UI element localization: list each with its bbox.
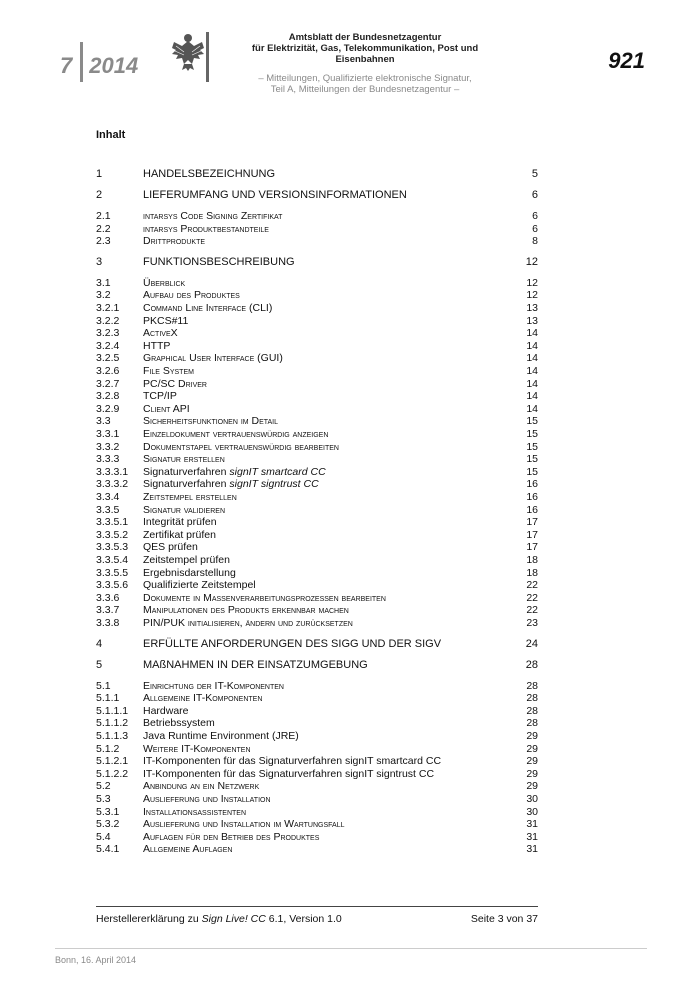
toc-entry-number: 3.2.5 [96, 352, 120, 365]
toc-entry-row [96, 717, 538, 729]
toc-entry-page: 29 [526, 767, 538, 780]
toc-entry-row [96, 504, 538, 516]
toc-entry-page: 29 [526, 730, 538, 742]
toc-entry-number: 4 [96, 637, 103, 650]
toc-entry-page: 31 [526, 843, 538, 856]
toc-entry-row [96, 415, 538, 427]
toc-entry-row [96, 390, 538, 402]
toc-entry-page: 18 [526, 554, 538, 566]
gazette-subtitle-line2: Teil A, Mitteilungen der Bundesnetzagentur – [270, 84, 460, 95]
toc-entry-page: 22 [526, 591, 538, 604]
toc-entry-number: 3.2.1 [96, 302, 120, 314]
toc-chapter-row [96, 256, 538, 268]
toc-entry-row [96, 554, 538, 566]
toc-entry-page: 24 [525, 637, 538, 650]
toc-entry-number: 2 [96, 189, 103, 201]
toc-entry-title-product: signIT smartcard CC [229, 465, 326, 478]
toc-entry-row [96, 428, 538, 440]
toc-entry-title [143, 478, 319, 490]
toc-entry-number: 2.1 [96, 210, 111, 222]
toc-entry-title: Ergebnisdarstellung [143, 566, 236, 579]
toc-entry-title: QES prüfen [143, 541, 198, 554]
toc-entry-row [96, 617, 538, 629]
toc-entry-title-text: Signaturverfahren [143, 465, 230, 478]
toc-entry-title: HANDELSBEZEICHNUNG [143, 168, 276, 180]
toc-entry-page: 12 [526, 289, 538, 302]
toc-chapter-row [96, 659, 538, 671]
toc-entry-number: 3.2.4 [96, 339, 120, 352]
toc-entry-page: 18 [526, 566, 538, 579]
toc-entry-page: 8 [532, 235, 538, 248]
toc-entry-number: 5.3.2 [96, 818, 120, 831]
footer-product-name: Sign Live! CC [201, 913, 266, 925]
issue-label [60, 46, 138, 86]
toc-entry-title: PC/SC Driver [143, 377, 207, 390]
toc-entry-row [96, 403, 538, 415]
toc-entry-row [96, 768, 538, 780]
toc-entry-number: 3.2.2 [96, 314, 120, 327]
toc-entry-title: Signatur validieren [143, 503, 226, 516]
toc-entry-number: 3.3.3 [96, 453, 120, 466]
footer-page-count: Seite 3 von 37 [470, 913, 538, 925]
toc-entry-title: Betriebssystem [143, 717, 215, 730]
toc-entry-row [96, 235, 538, 247]
toc-entry-title: Weitere IT-Komponenten [143, 742, 251, 755]
toc-entry-number: 5.4.1 [96, 843, 120, 856]
toc-entry-page: 17 [526, 528, 538, 541]
page-number: 921 [608, 48, 645, 73]
toc-entry-row [96, 592, 538, 604]
toc-entry-title: Java Runtime Environment (JRE) [143, 730, 299, 742]
toc-entry-title: Sicherheitsfunktionen im Detail [143, 415, 279, 428]
toc-entry-title: intarsys Produktbestandteile [143, 222, 269, 235]
toc-entry-row [96, 223, 538, 235]
toc-entry-page: 14 [526, 339, 538, 352]
toc-entry-title: ActiveX [143, 327, 178, 340]
toc-chapter-row [96, 168, 538, 180]
toc-entry-page: 29 [526, 742, 538, 755]
footer-divider [96, 906, 538, 907]
toc-entry-row [96, 567, 538, 579]
toc-entry-number: 5.1.1.1 [96, 704, 129, 717]
toc-entry-title: Überblick [143, 276, 186, 289]
toc-entry-row [96, 579, 538, 591]
footer-title-suffix: 6.1, Version 1.0 [265, 913, 342, 925]
toc-entry-page: 15 [526, 465, 538, 478]
toc-entry-page: 31 [526, 818, 538, 831]
toc-entry-row [96, 453, 538, 465]
toc-entry-number: 3.3.1 [96, 428, 120, 440]
toc-entry-row [96, 730, 538, 742]
toc-entry-page: 22 [526, 579, 538, 592]
toc-entry-title: Auslieferung und Installation [143, 793, 271, 805]
toc-entry-page: 13 [526, 302, 538, 314]
toc-entry-row [96, 365, 538, 377]
toc-entry-number: 3.3.5 [96, 503, 120, 516]
toc-entry-page: 29 [526, 755, 538, 768]
toc-entry-number: 3.3.8 [96, 617, 120, 629]
toc-entry-title: Anbindung an ein Netzwerk [143, 780, 260, 793]
toc-entry-row [96, 529, 538, 541]
toc-entry-row [96, 692, 538, 704]
toc-entry-page: 14 [526, 365, 538, 377]
issue-divider [80, 42, 83, 82]
toc-entry-title: intarsys Code Signing Zertifikat [143, 210, 283, 222]
toc-entry-page: 23 [526, 617, 538, 629]
toc-entry-number: 3.3 [96, 415, 111, 428]
toc-entry-number: 5 [96, 658, 103, 671]
toc-entry-number: 3.2 [96, 289, 111, 302]
toc-entry-title: LIEFERUMFANG UND VERSIONSINFORMATIONEN [143, 189, 407, 201]
toc-entry-number: 3.3.5.6 [96, 579, 129, 592]
publication-date: Bonn, 16. April 2014 [55, 955, 137, 965]
toc-entry-row [96, 378, 538, 390]
toc-entry-page: 14 [526, 327, 538, 340]
toc-entry-page: 28 [526, 704, 538, 717]
toc-entry-row [96, 466, 538, 478]
toc-chapter-row [96, 638, 538, 650]
toc-entry-number: 3 [96, 255, 103, 268]
toc-entry-row [96, 780, 538, 792]
toc-entry-page: 28 [526, 692, 538, 705]
toc-entry-title: ERFÜLLTE ANFORDERUNGEN DES SIGG UND DER SIGV [143, 637, 442, 650]
toc-entry-page: 17 [526, 516, 538, 529]
toc-entry-page: 14 [526, 377, 538, 390]
toc-entry-row [96, 806, 538, 818]
toc-entry-row [96, 352, 538, 364]
toc-entry-number: 5.1.2 [96, 742, 120, 755]
toc-entry-page: 29 [526, 780, 538, 793]
toc-entry-title: File System [143, 365, 194, 377]
toc-entry-row [96, 315, 538, 327]
toc-entry-number: 3.2.3 [96, 327, 120, 340]
toc-entry-row [96, 210, 538, 222]
toc-entry-number: 5.2 [96, 780, 111, 793]
toc-entry-row [96, 516, 538, 528]
toc-entry-page: 6 [532, 222, 538, 235]
toc-entry-page: 28 [525, 658, 538, 671]
gazette-title-block [230, 32, 500, 95]
toc-entry-page: 28 [526, 717, 538, 730]
toc-entry-page: 15 [526, 453, 538, 466]
toc-entry-number: 3.2.8 [96, 390, 120, 403]
toc-entry-title: Einrichtung der IT-Komponenten [143, 679, 284, 692]
toc-entry-page: 5 [531, 168, 538, 180]
toc-entry-number: 3.3.5.2 [96, 528, 129, 541]
toc-entry-title: Graphical User Interface (GUI) [143, 352, 283, 365]
toc-entry-row [96, 340, 538, 352]
toc-chapter-row [96, 189, 538, 201]
toc-entry-number: 3.3.2 [96, 440, 120, 453]
toc-entry-title: MAßNAHMEN IN DER EINSATZUMGEBUNG [143, 658, 368, 671]
toc-entry-title: Allgemeine Auflagen [143, 843, 233, 856]
toc-entry-number: 5.1.1 [96, 692, 120, 705]
toc-entry-title: IT-Komponenten für das Signaturverfahren signIT smartcard CC [143, 755, 442, 768]
toc-entry-number: 5.1.1.2 [96, 717, 129, 730]
toc-entry-page: 12 [526, 276, 538, 289]
toc-entry-number: 3.3.5.3 [96, 541, 129, 554]
toc-entry-page: 13 [526, 314, 538, 327]
toc-entry-title: Hardware [143, 704, 189, 717]
toc-entry-title: Zeitstempel prüfen [143, 554, 230, 566]
toc-entry-title-product: signIT signtrust CC [229, 478, 319, 491]
toc-entry-row [96, 478, 538, 490]
toc-entry-title: FUNKTIONSBESCHREIBUNG [143, 255, 295, 268]
toc-entry-title: Signatur erstellen [143, 453, 225, 466]
toc-entry-number: 3.3.5.1 [96, 516, 129, 529]
toc-entry-row [96, 441, 538, 453]
toc-entry-number: 3.2.7 [96, 377, 120, 390]
toc-entry-number: 3.3.4 [96, 491, 120, 503]
toc-entry-row [96, 277, 538, 289]
toc-entry-number: 5.1.2.1 [96, 755, 129, 768]
toc-entry-number: 3.3.6 [96, 591, 120, 604]
gazette-title-line1: Amtsblatt der Bundesnetzagentur [288, 32, 442, 43]
toc-entry-page: 6 [532, 210, 538, 222]
toc-entry-number: 5.4 [96, 830, 111, 843]
toc-entry-row [96, 491, 538, 503]
toc-entry-title: HTTP [143, 339, 171, 352]
toc-entry-page: 15 [526, 440, 538, 453]
toc-entry-title: PIN/PUK initialisieren, ändern und zurücksetzen [143, 617, 353, 629]
toc-entry-number: 5.1.2.2 [96, 767, 129, 780]
toc-entry-title-text: Signaturverfahren [143, 478, 230, 491]
page-header [0, 0, 700, 100]
toc-entry-number: 3.3.5.4 [96, 554, 129, 566]
toc-entry-title: Command Line Interface (CLI) [143, 302, 273, 314]
logo-divider [206, 32, 209, 82]
toc-entry-page: 15 [526, 415, 538, 428]
toc-entry-number: 3.2.9 [96, 402, 120, 415]
toc-entry-number: 3.3.7 [96, 604, 120, 617]
toc-entry-row [96, 705, 538, 717]
toc-entry-title: Client API [143, 402, 190, 415]
toc-entry-number: 5.3.1 [96, 805, 120, 818]
toc-entry-row [96, 302, 538, 314]
toc-heading: Inhalt [96, 129, 126, 141]
toc-entry-page: 16 [526, 491, 538, 503]
toc-entry-page: 22 [526, 604, 538, 617]
toc-entry-row [96, 743, 538, 755]
toc-entry-page: 31 [526, 830, 538, 843]
toc-entry-row [96, 604, 538, 616]
toc-entry-title: Manipulationen des Produkts erkennbar machen [143, 604, 349, 617]
toc-entry-number: 5.1.1.3 [96, 730, 129, 742]
toc-entry-row [96, 843, 538, 855]
toc-entry-title: Auflagen für den Betrieb des Produktes [143, 830, 320, 843]
toc-entry-title: Dokumentstapel vertrauenswürdig bearbeiten [143, 440, 339, 453]
toc-entry-title: Auslieferung und Installation im Wartungsfall [143, 818, 345, 831]
toc-entry-title: PKCS#11 [143, 314, 189, 327]
toc-entry-page: 6 [531, 189, 538, 201]
toc-entry-page: 12 [525, 255, 538, 268]
toc-entry-title: Einzeldokument vertrauenswürdig anzeigen [143, 428, 329, 440]
toc-entry-number: 3.3.5.5 [96, 566, 129, 579]
issue-number: 7 [60, 53, 73, 78]
toc-entry-title: Zeitstempel erstellen [143, 491, 237, 503]
toc-entry-number: 3.2.6 [96, 365, 120, 377]
toc-entry-row [96, 680, 538, 692]
toc-entry-page: 14 [526, 352, 538, 365]
toc-entry-number: 2.2 [96, 222, 111, 235]
toc-entry-title: Integrität prüfen [143, 516, 217, 529]
toc-entry-row [96, 755, 538, 767]
gazette-subtitle-line1: – Mitteilungen, Qualifizierte elektronische Signatur, [258, 73, 472, 84]
toc-entry-number: 2.3 [96, 235, 111, 248]
toc-entry-row [96, 831, 538, 843]
toc-entry-title: Allgemeine IT-Komponenten [143, 692, 263, 705]
toc-entry-number: 5.1 [96, 679, 111, 692]
federal-eagle-icon [170, 30, 206, 72]
toc-entry-title: Aufbau des Produktes [143, 289, 240, 302]
toc-entry-page: 28 [526, 679, 538, 692]
toc-entry-title: Zertifikat prüfen [143, 528, 216, 541]
toc-entry-row [96, 541, 538, 553]
toc-entry-number: 3.1 [96, 276, 111, 289]
toc-entry-page: 30 [526, 793, 538, 805]
bottom-divider [55, 948, 647, 949]
toc-entry-page: 16 [526, 478, 538, 491]
toc-entry-number: 5.3 [96, 793, 111, 805]
gazette-title-line2: für Elektrizität, Gas, Telekommunikation, Post und Eisenbahnen [251, 43, 479, 65]
toc-entry-title [143, 466, 326, 478]
toc-entry-page: 15 [526, 428, 538, 440]
toc-entry-title: Installationsassistenten [143, 805, 247, 818]
toc-entry-title: Dokumente in Massenverarbeitungsprozessen bearbeiten [143, 591, 386, 604]
toc-entry-row [96, 327, 538, 339]
footer-title-prefix: Herstellererklärung zu [96, 913, 202, 925]
toc-entry-row [96, 818, 538, 830]
toc-entry-row [96, 289, 538, 301]
toc-entry-title: Drittprodukte [143, 235, 206, 248]
toc-entry-title: TCP/IP [143, 390, 177, 403]
toc-entry-row [96, 793, 538, 805]
toc-entry-number: 3.3.3.2 [96, 478, 129, 491]
toc-entry-title: Qualifizierte Zeitstempel [143, 579, 256, 592]
footer-document-title [96, 913, 342, 925]
toc-entry-page: 16 [526, 503, 538, 516]
toc-entry-page: 17 [526, 541, 538, 554]
toc-entry-title: IT-Komponenten für das Signaturverfahren signIT signtrust CC [143, 767, 435, 780]
toc-entry-page: 14 [526, 402, 538, 415]
issue-year: 2014 [89, 53, 139, 78]
toc-entry-number: 1 [96, 168, 103, 180]
toc-entry-number: 3.3.3.1 [96, 465, 129, 478]
toc-entry-page: 14 [526, 390, 538, 403]
toc-entry-page: 30 [526, 805, 538, 818]
